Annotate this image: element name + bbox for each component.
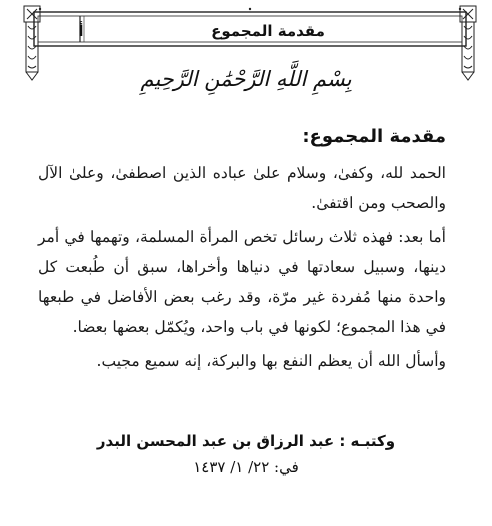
paragraph-3: وأسأل الله أن يعظم النفع بها والبركة، إنه سميع مجيب. — [96, 352, 446, 370]
signature-date: في: ٢٢/ ١/ ١٤٣٧ — [193, 458, 299, 476]
left-ornament — [24, 6, 40, 80]
frame-dots — [39, 8, 461, 10]
signature-block — [80, 428, 412, 480]
basmala: بِسْمِ اللَّهِ الرَّحْمَٰنِ الرَّحِيمِ — [140, 67, 352, 91]
author-signature: وكتبـه : عبد الرزاق بن عبد المحسن البدر — [96, 432, 396, 450]
paragraph-2: أما بعد: فهذه ثلاث رسائل تخص المرأة المسلمة، وتهمها في أمر دينها، وسبيل سعادتها في دنياها وأخراها، سبق أن طُبعت كل واحدة منها مُفردة غير مرّة، وقد رغب بعض الأفاضل في طبعها في هذا المجموع؛ لكونها في باب واحد، ويُكمّل بعضها بعضا. — [38, 228, 446, 336]
page-letter: أ — [78, 22, 84, 40]
header-title: مقدمة المجموع — [211, 22, 325, 40]
main-content — [38, 124, 446, 380]
paragraph-1: الحمد لله، وكفىٰ، وسلام علىٰ عباده الذين اصطفىٰ، وعلىٰ الآل والصحب ومن اقتفىٰ. — [38, 164, 446, 212]
section-title: مقدمة المجموع: — [302, 126, 446, 147]
